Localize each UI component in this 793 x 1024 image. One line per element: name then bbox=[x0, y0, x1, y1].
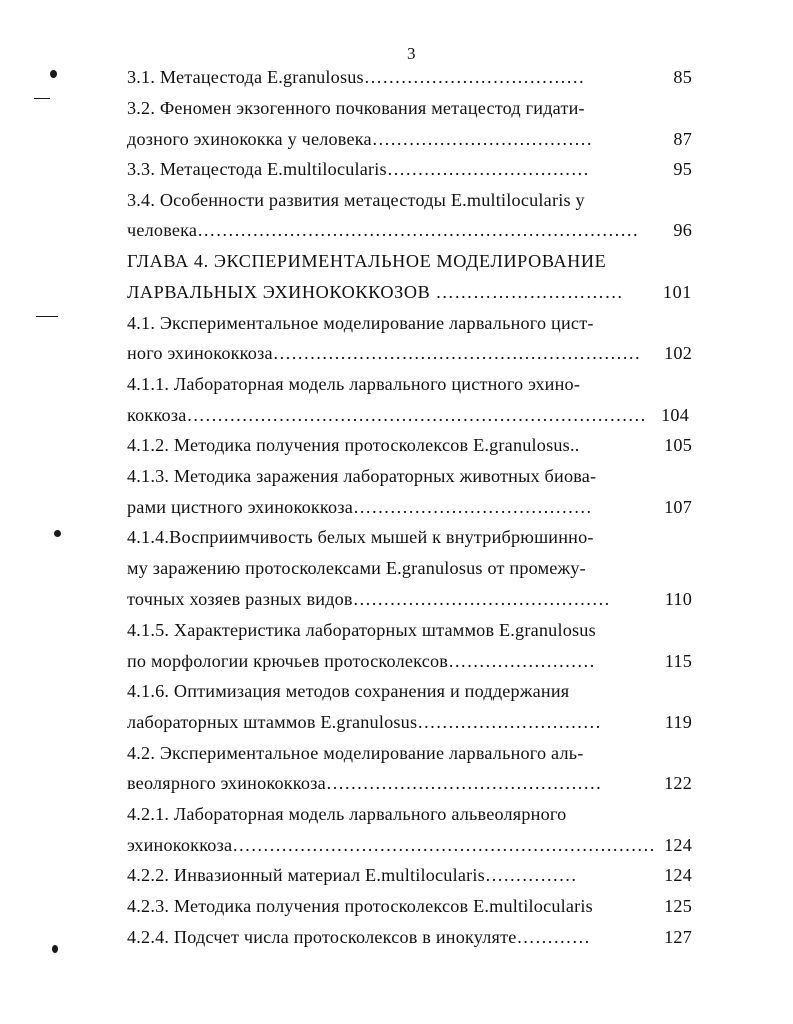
toc-entry: 4.2.4. Подсчет числа протосколексов в инокуляте………… 127 bbox=[127, 927, 692, 947]
toc-entry: эхинококкоза…………………………………………………………… 124 bbox=[127, 835, 692, 855]
toc-entry: по морфологии крючьев протосколексов…………………… 115 bbox=[127, 651, 692, 671]
toc-entry: лабораторных штаммов E.granulosus………………………… 119 bbox=[127, 712, 692, 732]
toc-entry: 4.1.6. Оптимизация методов сохранения и поддержания bbox=[127, 681, 570, 701]
scan-speck bbox=[34, 98, 50, 99]
toc-entry: рами цистного эхинококкоза………………………………… 107 bbox=[127, 497, 692, 517]
toc-entry: дозного эхинококка у человека……………………………… 87 bbox=[127, 129, 692, 149]
toc-chapter-heading: ГЛАВА 4. ЭКСПЕРИМЕНТАЛЬНОЕ МОДЕЛИРОВАНИЕ bbox=[127, 251, 607, 271]
toc-entry: 3.4. Особенности развития метацестоды E.multilocularis у bbox=[127, 190, 585, 210]
toc-entry: веолярного эхинококкоза……………………………………… 122 bbox=[127, 773, 692, 793]
toc-entry: коккоза………………………………………………………………… 104 bbox=[127, 405, 689, 425]
toc-entry: 3.3. Метацестода E.multilocularis…………………………… 95 bbox=[127, 159, 692, 179]
page-number: 3 bbox=[407, 44, 416, 63]
toc-entry: человека……………………………………………………………… 96 bbox=[127, 220, 692, 240]
toc-entry: 4.1.5. Характеристика лабораторных штаммов E.granulosus bbox=[127, 620, 596, 640]
toc-entry: 4.2.1. Лабораторная модель ларвального альвеолярного bbox=[127, 804, 567, 824]
toc-entry: 3.2. Феномен экзогенного почкования метацестод гидати- bbox=[127, 98, 585, 118]
toc-entry: 4.1. Экспериментальное моделирование ларвального цист- bbox=[127, 313, 594, 333]
toc-entry: 4.2.3. Методика получения протосколексов E.multilocularis 125 bbox=[127, 896, 692, 916]
toc-entry: 4.2. Экспериментальное моделирование ларвального аль- bbox=[127, 743, 584, 763]
scan-speck bbox=[52, 945, 58, 953]
scan-speck bbox=[36, 316, 58, 317]
toc-entry: 3.1. Метацестода E.granulosus……………………………… 85 bbox=[127, 67, 692, 87]
toc-entry: 4.1.4.Восприимчивость белых мышей к внутрибрюшинно- bbox=[127, 527, 594, 547]
toc-entry: 4.2.2. Инвазионный материал E.multilocularis…………… 124 bbox=[127, 865, 692, 885]
scan-speck bbox=[54, 530, 61, 537]
toc-entry: точных хозяев разных видов…………………………………… 110 bbox=[127, 589, 692, 609]
scan-speck bbox=[50, 70, 57, 78]
toc-entry: 4.1.3. Методика заражения лабораторных животных биова- bbox=[127, 466, 597, 486]
toc-chapter-heading: ЛАРВАЛЬНЫХ ЭХИНОКОККОЗОВ ………………………… 101 bbox=[127, 282, 692, 302]
toc-entry: му заражению протосколексами E.granulosus от промежу- bbox=[127, 558, 586, 578]
toc-entry: ного эхинококкоза…………………………………………………… 102 bbox=[127, 343, 692, 363]
toc-entry: 4.1.1. Лабораторная модель ларвального цистного эхино- bbox=[127, 374, 581, 394]
toc-entry: 4.1.2. Методика получения протосколексов E.granulosus.. 105 bbox=[127, 435, 692, 455]
